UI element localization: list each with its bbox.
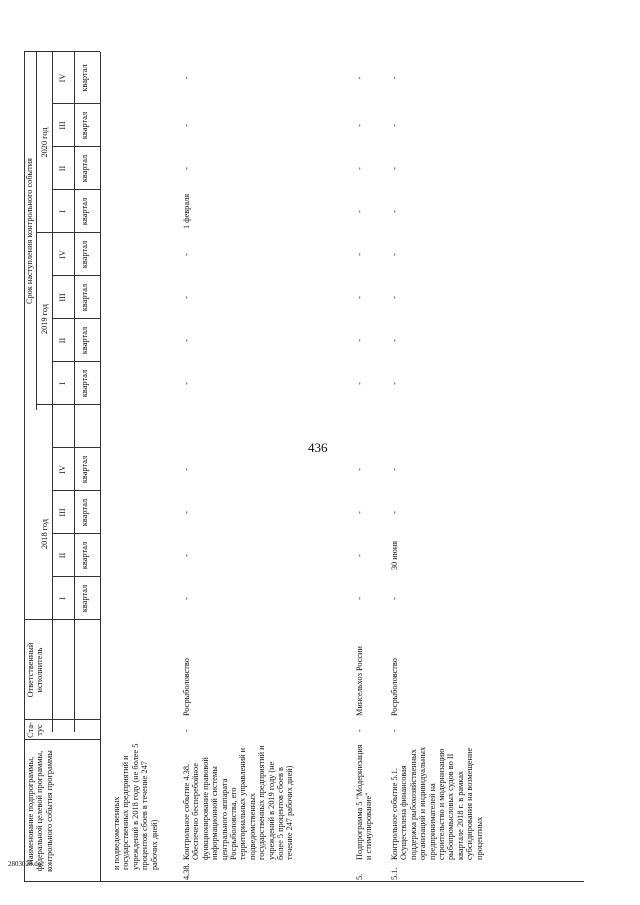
dash-cell: - xyxy=(390,468,399,471)
row-status: - xyxy=(182,729,191,732)
dash-cell: - xyxy=(355,167,364,170)
date-cell: 1 февраля xyxy=(182,193,191,230)
quarter-number: IV xyxy=(58,465,67,474)
row-executor: Росрыболовство xyxy=(390,658,399,716)
header-line-4 xyxy=(74,52,75,732)
dash-cell: - xyxy=(390,597,399,600)
dash-cell: - xyxy=(355,339,364,342)
quarter-label: квартал xyxy=(80,498,89,527)
dash-cell: - xyxy=(390,210,399,213)
dash-cell: - xyxy=(355,76,364,80)
quarter-number: III xyxy=(58,121,67,130)
quarter-number: II xyxy=(58,552,67,559)
quarter-label: квартал xyxy=(80,154,89,183)
footer-filename: 2803028.doc xyxy=(8,860,45,868)
quarter-number: I xyxy=(58,210,67,213)
quarter-label: квартал xyxy=(80,283,89,312)
dash-cell: - xyxy=(390,253,399,256)
dash-cell: - xyxy=(182,382,191,385)
row-name: и подведомственных государственных предприятий и учреждений в 2018 году (не более 5 процентов сбоев в течение 247 рабочих дней) xyxy=(112,743,159,870)
quarter-label: квартал xyxy=(80,541,89,570)
quarter-label: квартал xyxy=(80,455,89,484)
dash-cell: - xyxy=(355,382,364,385)
header-line-3 xyxy=(52,52,53,732)
dash-cell: - xyxy=(182,511,191,514)
header-deadline: Срок наступления контрольного события xyxy=(25,158,34,304)
row-executor: Минсельхоз России xyxy=(355,646,364,716)
quarter-number: I xyxy=(58,382,67,385)
header-year-2019: 2019 год xyxy=(40,304,49,334)
col-border-2 xyxy=(24,719,100,720)
dash-cell: - xyxy=(390,124,399,127)
dash-cell: - xyxy=(182,468,191,471)
header-line-2 xyxy=(36,52,37,410)
quarter-number: IV xyxy=(58,73,67,83)
dash-cell: - xyxy=(355,210,364,213)
quarter-label: квартал xyxy=(80,369,89,398)
header-name: Наименование подпрограммы, федеральной целевой программы, контрольного события программы xyxy=(26,750,54,872)
dash-cell: - xyxy=(355,511,364,514)
header-bottom-border xyxy=(100,52,101,882)
dash-cell: - xyxy=(182,597,191,600)
dash-cell: - xyxy=(390,167,399,170)
quarter-number: IV xyxy=(58,250,67,259)
header-year-2020: 2020 год xyxy=(40,127,49,158)
dash-cell: - xyxy=(390,382,399,385)
row-number: 4.38. xyxy=(182,863,191,880)
quarter-label: квартал xyxy=(80,240,89,269)
dash-cell: - xyxy=(182,296,191,299)
dash-cell: - xyxy=(355,468,364,471)
dash-cell: - xyxy=(355,554,364,557)
quarter-number: I xyxy=(58,597,67,600)
date-cell: 30 июня xyxy=(390,540,399,571)
dash-cell: - xyxy=(182,339,191,342)
quarter-label: квартал xyxy=(80,584,89,613)
dash-cell: - xyxy=(182,76,191,80)
row-number: 5.1. xyxy=(390,867,399,880)
row-name: Контрольное событие 5.1. Осуществлена финансовая поддержка рыбохозяйственных организаций и индивидуальных предпринимателей на строительство и модернизацию рыбопромысловых судов во II квартале 2018 г. в рамках субсидирования на возмещение процентных xyxy=(390,746,484,860)
quarter-number: III xyxy=(58,293,67,302)
quarter-number: II xyxy=(58,337,67,344)
dash-cell: - xyxy=(390,511,399,514)
dash-cell: - xyxy=(355,296,364,299)
row-status: - xyxy=(390,729,399,732)
dash-cell: - xyxy=(390,76,399,80)
quarter-label: квартал xyxy=(80,326,89,355)
row-status: - xyxy=(355,729,364,732)
dash-cell: - xyxy=(182,124,191,127)
quarter-number: II xyxy=(58,165,67,172)
row-name: Контрольное событие 4.38. Обеспечено бесперебойное функционирование правовой информационной системы центрального аппарата Росрыболовства, его территориальных управлений и подведомственных государственных предприятий и учреждений в 2019 году (не более 5 процентов сбоев в течение 247 рабочих дней) xyxy=(182,745,295,860)
row-number: 5. xyxy=(355,873,364,880)
dash-cell: - xyxy=(355,124,364,127)
quarter-number: III xyxy=(58,508,67,517)
quarter-label: квартал xyxy=(80,64,89,92)
col-border-1 xyxy=(24,739,100,740)
header-status: Ста-тус xyxy=(26,722,45,738)
row-executor: Росрыболовство xyxy=(182,658,191,716)
row-name: Подпрограмма 5 "Модернизация и стимулирование" xyxy=(355,744,374,860)
quarter-label: квартал xyxy=(80,197,89,226)
quarter-label: квартал xyxy=(80,111,89,140)
table-left-border xyxy=(24,881,584,882)
rotated-table xyxy=(0,22,600,882)
page-number: 436 xyxy=(308,440,328,455)
dash-cell: - xyxy=(355,253,364,256)
dash-cell: - xyxy=(182,554,191,557)
dash-cell: - xyxy=(182,167,191,170)
dash-cell: - xyxy=(355,597,364,600)
header-year-2018: 2018 год xyxy=(40,519,49,549)
dash-cell: - xyxy=(390,339,399,342)
dash-cell: - xyxy=(182,253,191,256)
header-executor: Ответственный исполнитель xyxy=(26,642,45,698)
dash-cell: - xyxy=(390,296,399,299)
